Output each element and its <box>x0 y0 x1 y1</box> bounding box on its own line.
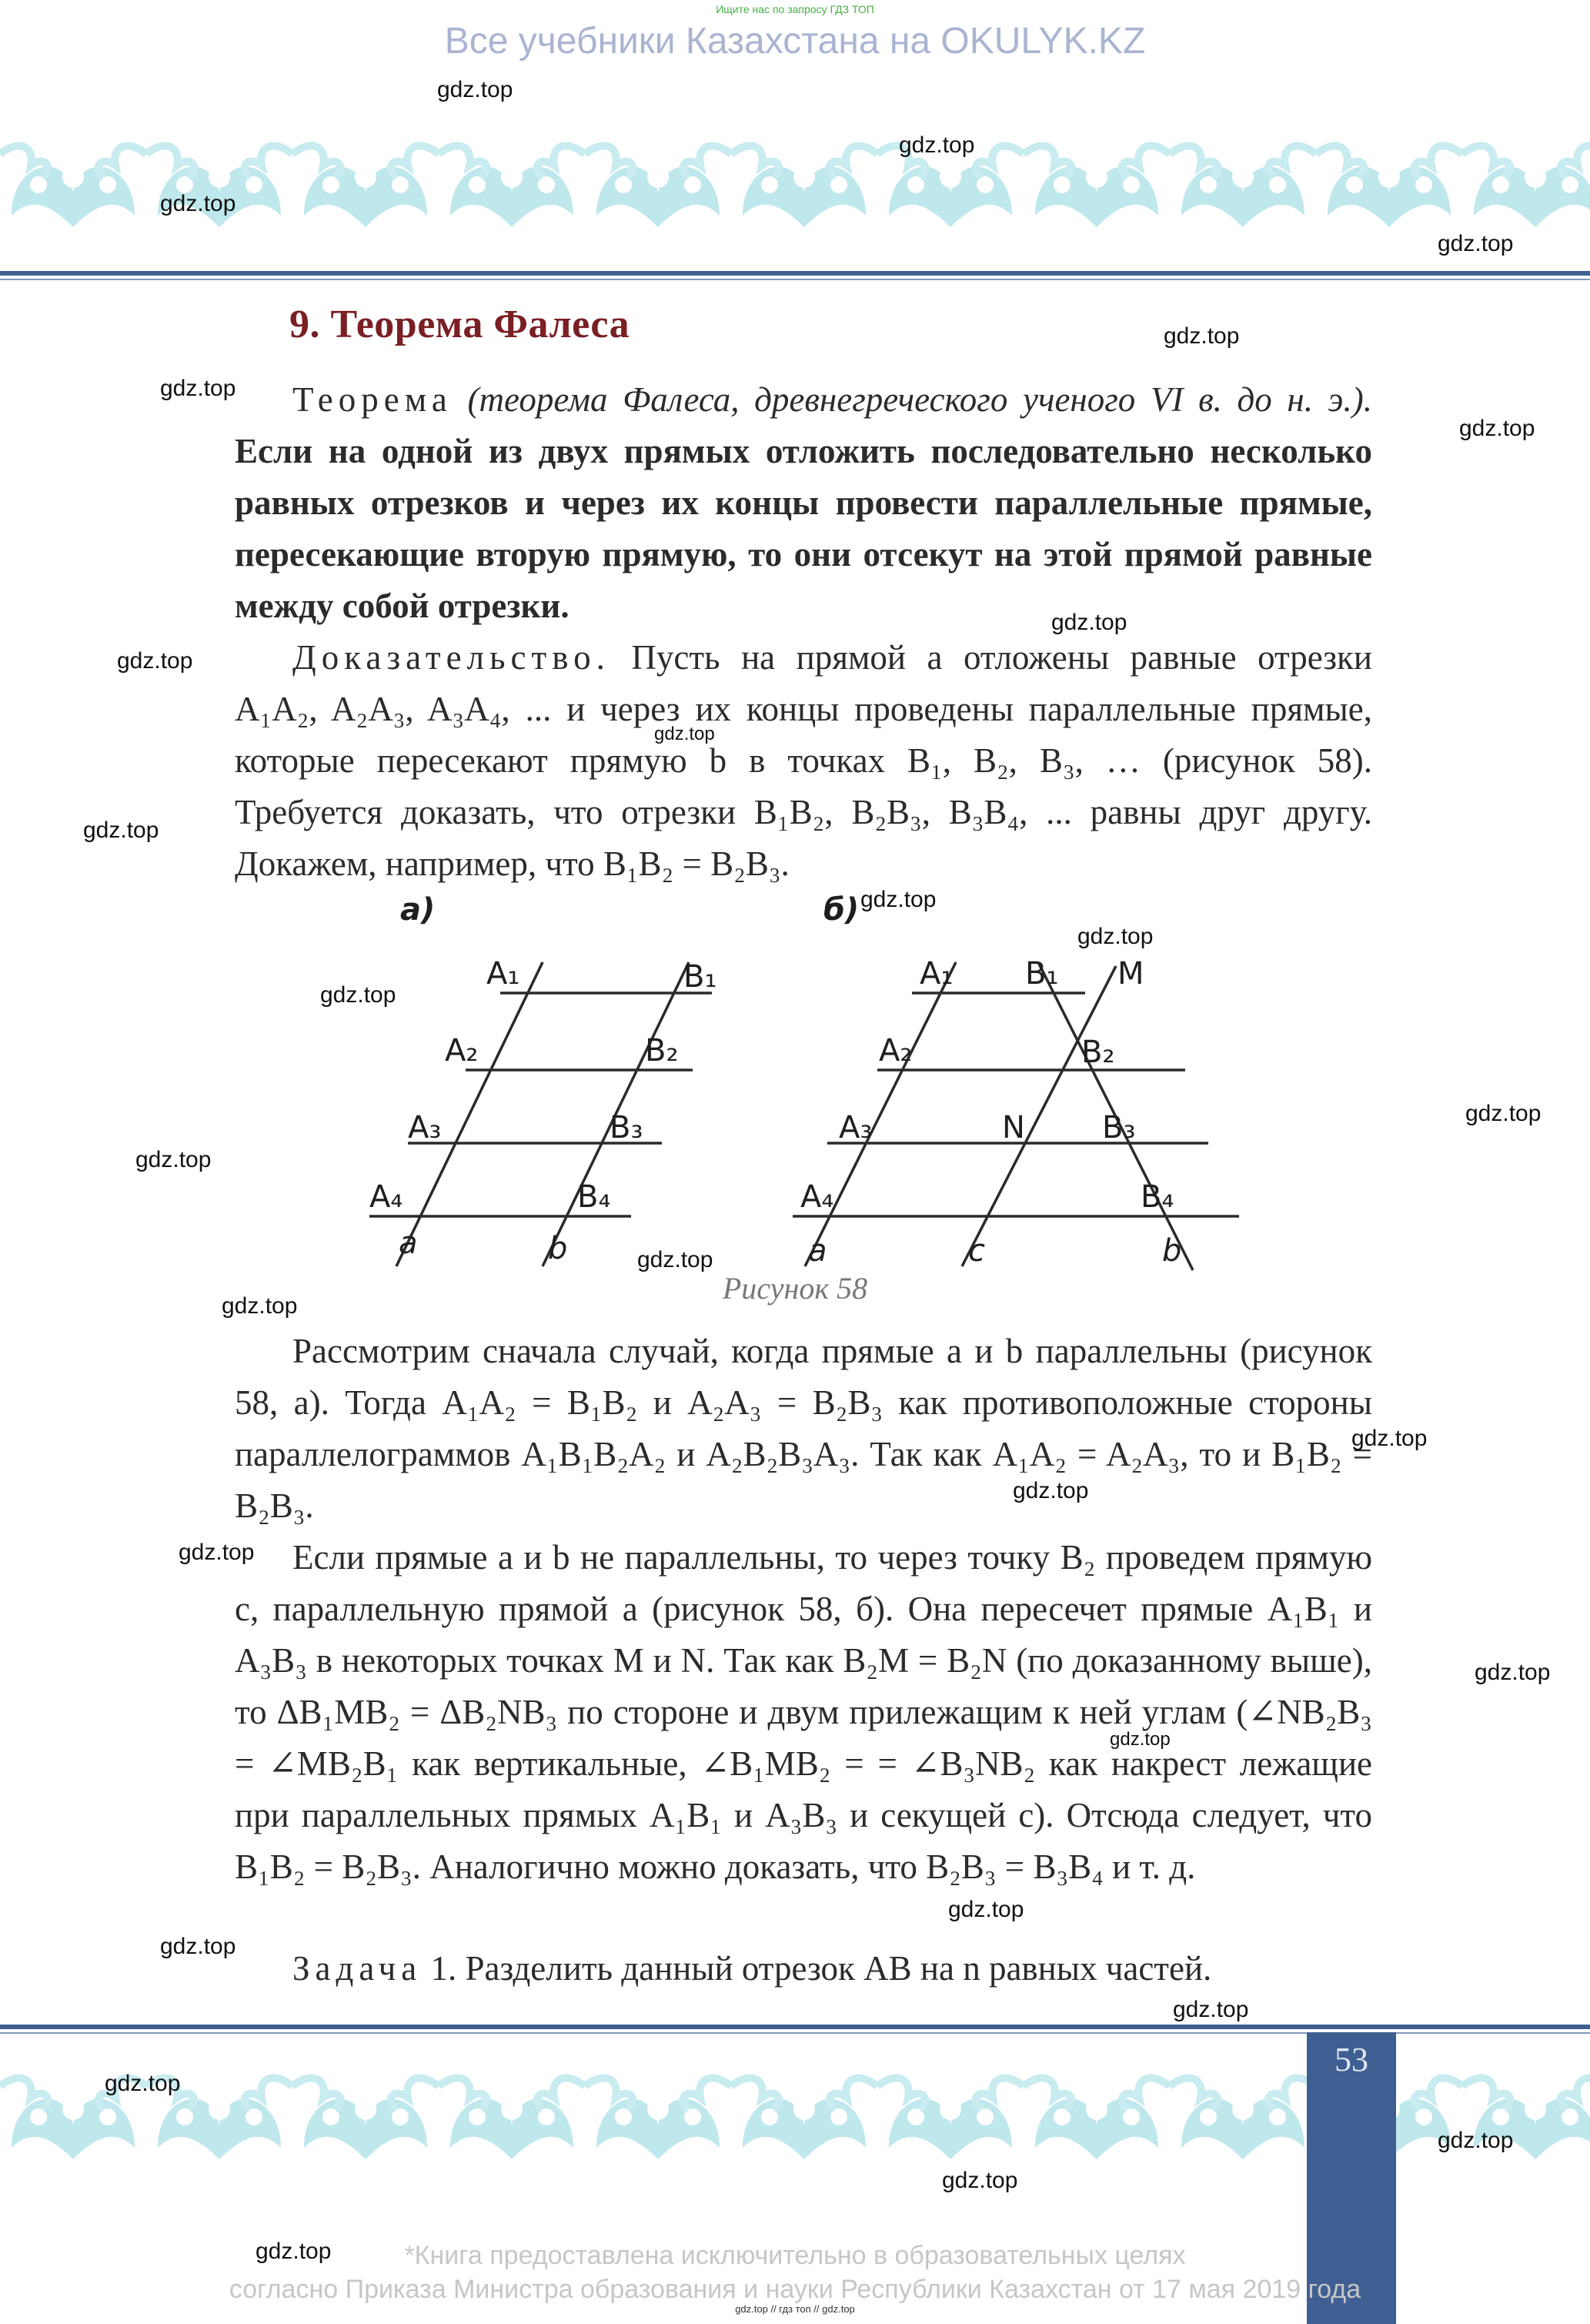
top-search-hint: Ищите нас по запросу ГДЗ ТОП <box>716 3 874 15</box>
watermark: gdz.top <box>179 1540 255 1565</box>
fig-a-label-A1: A₁ <box>486 956 520 991</box>
watermark: gdz.top <box>942 2168 1018 2193</box>
theorem-paragraph <box>235 374 1372 632</box>
fig-a-label-B2: B₂ <box>645 1033 679 1068</box>
watermark: gdz.top <box>948 1897 1024 1922</box>
footer-line-2: согласно Приказа Министра образования и науки Республики Казахстан от 17 мая 2019 года <box>229 2275 1361 2304</box>
fig-b-label-N: N <box>1002 1110 1025 1145</box>
section-heading: 9. Теорема Фалеса <box>289 303 630 346</box>
watermark: gdz.top <box>135 1147 212 1172</box>
watermark: gdz.top <box>1438 2128 1514 2153</box>
fig-b-label-line-a: a <box>808 1233 827 1269</box>
top-ornament-band <box>0 131 1590 250</box>
theorem-attribution: (теорема Фалеса, древнегреческого ученого VI в. до н. э.). <box>467 380 1372 419</box>
fig-a-label-B1: B₁ <box>683 959 717 995</box>
figure-caption: Рисунок 58 <box>722 1271 868 1306</box>
figure-58 <box>346 893 1254 1293</box>
footer-small-links[interactable]: gdz.top // гдз топ // gdz.top <box>735 2303 855 2315</box>
figure-a-panel-label: а) <box>400 893 436 928</box>
proof-text-1: Пусть на прямой a отложены равные отрезки A₁A₂, A₂A₃, A₃A₄, ... и через их концы проведены параллельные прямые, которые пересекают прямую b в точках B₁, B₂, B₃, … (рисунок 58). Требуется доказать, что отрезки B₁B₂, B₂B₃, B₃B₄, ... равны друг другу. Докажем, например, что B₁B₂ = B₂B₃. <box>235 638 1373 883</box>
watermark: gdz.top <box>105 2071 181 2096</box>
fig-b-label-A2: A₂ <box>879 1033 913 1068</box>
watermark: gdz.top <box>860 887 937 912</box>
figure-b-panel-label: б) <box>823 893 860 928</box>
site-banner-title[interactable]: Все учебники Казахстана на OKULYK.KZ <box>444 21 1146 62</box>
watermark: gdz.top <box>437 77 513 102</box>
proof-paragraph-2: Рассмотрим сначала случай, когда прямые a и b параллельны (рисунок 58, а). Тогда A₁A₂ = B₁B₂ и A₂A₃ = B₂B₃ как противоположные стороны параллелограммов A₁B₁B₂A₂ и A₂B₂B₃A₃. Так как A₁A₂ = A₂A₃, то и B₁B₂ = B₂B₃. <box>235 1332 1372 1525</box>
watermark: gdz.top <box>1051 610 1127 635</box>
task-text: 1. Разделить данный отрезок AB на n равных частей. <box>430 1949 1212 1988</box>
watermark: gdz.top <box>654 724 715 744</box>
page-number: 53 <box>1334 2041 1368 2078</box>
watermark: gdz.top <box>117 648 193 674</box>
watermark: gdz.top <box>1164 323 1240 349</box>
fig-b-label-A4: A₄ <box>800 1179 834 1215</box>
figure-58-drawing <box>346 893 1254 1293</box>
watermark: gdz.top <box>320 982 396 1008</box>
fig-b-label-B1: B₁ <box>1025 956 1059 991</box>
watermark: gdz.top <box>160 1934 236 1959</box>
watermark: gdz.top <box>83 818 159 843</box>
watermark: gdz.top <box>899 132 975 158</box>
fig-b-label-B3: B₃ <box>1102 1110 1136 1145</box>
fig-b-label-M: M <box>1117 956 1144 991</box>
fig-a-label-A3: A₃ <box>408 1110 442 1145</box>
fig-a-label-B4: B₄ <box>577 1179 611 1215</box>
task-paragraph <box>235 1943 1372 1995</box>
footer-line-1: *Книга предоставлена исключительно в образовательных целях <box>404 2241 1186 2270</box>
header-rule-thick <box>0 271 1590 276</box>
proof-label: Доказательство. <box>292 638 610 677</box>
proof-paragraph-3: Если прямые a и b не параллельны, то через точку B₂ проведем прямую c, параллельную прямой a (рисунок 58, б). Она пересечет прямые A₁B₁ и A₃B₃ в некоторых точках M и N. Так как B₂M = B₂N (по доказанному выше), то ΔB₁MB₂ = ΔB₂NB₃ по стороне и двум прилежащим к ней углам (∠NB₂B₃ = ∠MB₂B₁ как вертикальные, ∠B₁MB₂ = = ∠B₃NB₂ как накрест лежащие при параллельных прямых A₁B₁ и A₃B₃ и секущей c). Отсюда следует, что B₁B₂ = B₂B₃. Аналогично можно доказать, что B₂B₃ = B₃B₄ и т. д. <box>235 1538 1372 1886</box>
watermark: gdz.top <box>1475 1660 1551 1685</box>
watermark: gdz.top <box>637 1247 713 1272</box>
fig-a-label-line-b: b <box>548 1231 568 1266</box>
watermark: gdz.top <box>1077 924 1154 949</box>
fig-a-label-A2: A₂ <box>445 1033 479 1068</box>
footer-rule-thick <box>0 2025 1590 2029</box>
fig-b-label-line-c: c <box>968 1233 985 1269</box>
fig-b-label-A1: A₁ <box>920 956 954 991</box>
theorem-statement: Если на одной из двух прямых отложить последовательно несколько равных отрезков и через их концы провести параллельные прямые, пересекающие вторую прямую, то они отсекут на этой прямой равные между собой отрезки. <box>235 432 1372 625</box>
fig-a-label-line-a: a <box>399 1226 418 1261</box>
fig-b-label-B2: B₂ <box>1081 1035 1115 1070</box>
header-rule-thin <box>0 279 1590 280</box>
proof-paragraph-1 <box>235 632 1372 890</box>
fig-a-label-B3: B₃ <box>610 1110 643 1145</box>
watermark: gdz.top <box>1013 1478 1089 1503</box>
watermark: gdz.top <box>256 2239 332 2264</box>
watermark: gdz.top <box>1173 1997 1249 2022</box>
watermark: gdz.top <box>1351 1426 1428 1451</box>
theorem-label: Теорема <box>292 380 453 419</box>
fig-b-label-line-b: b <box>1162 1233 1182 1269</box>
watermark: gdz.top <box>1110 1729 1171 1750</box>
task-label: Задача <box>292 1949 423 1988</box>
watermark: gdz.top <box>160 191 236 216</box>
ornament-pattern-top <box>0 131 1590 250</box>
watermark: gdz.top <box>1438 231 1514 256</box>
watermark: gdz.top <box>222 1293 298 1319</box>
fig-b-label-A3: A₃ <box>839 1110 873 1145</box>
watermark: gdz.top <box>160 376 236 401</box>
fig-b-label-B4: B₄ <box>1141 1179 1174 1215</box>
watermark: gdz.top <box>1465 1101 1542 1126</box>
watermark: gdz.top <box>1459 416 1535 441</box>
fig-a-label-A4: A₄ <box>369 1179 403 1215</box>
footer-note <box>0 2239 1590 2306</box>
